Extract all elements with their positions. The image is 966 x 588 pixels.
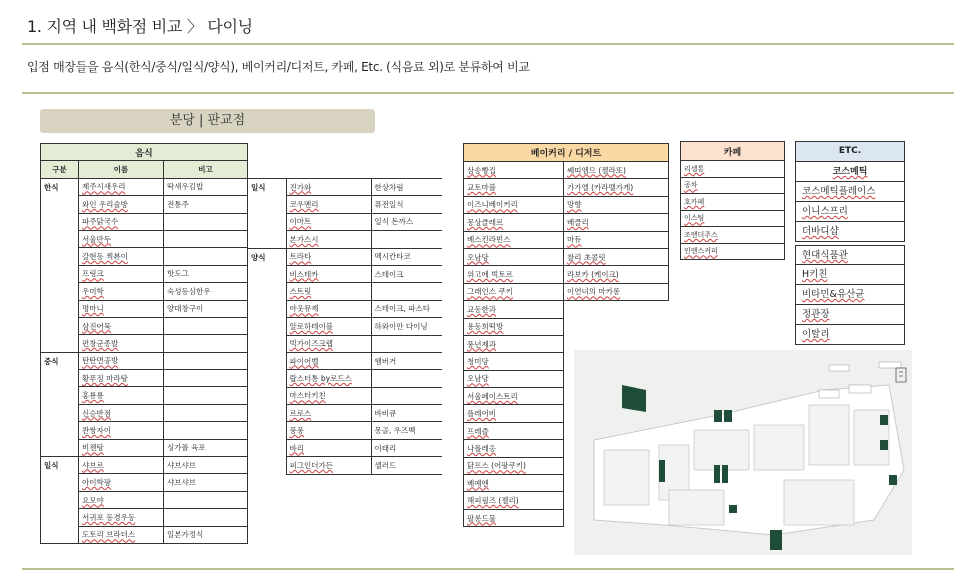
table-row	[464, 214, 669, 231]
table-row	[464, 318, 669, 335]
store-name: 바리	[286, 439, 371, 456]
category-label: 일식	[248, 179, 286, 196]
table-row	[248, 422, 442, 439]
store-name: 삼진어묵	[79, 317, 164, 334]
bakery-store-name: 망향	[564, 196, 669, 213]
table-row	[248, 457, 442, 474]
store-note	[164, 230, 248, 247]
page-subtitle: 입점 매장들을 음식(한식/중식/일식/양식), 베이커리/디저트, 카페, Etc. (식음료 외)로 분류하여 비교	[27, 60, 530, 74]
category-label	[248, 439, 286, 456]
store-note	[164, 352, 248, 369]
table-row	[681, 227, 785, 244]
bakery-store-name: 용동희떡방	[464, 318, 564, 335]
header-category: 구분	[41, 161, 79, 178]
empty-cell	[564, 318, 669, 335]
bakery-store-name: 몽상클레르	[464, 214, 564, 231]
store-note	[164, 335, 248, 352]
bakery-store-name: 이즈니베이커리	[464, 196, 564, 213]
bakery-store-name: 베예엔	[464, 475, 564, 492]
table-row	[248, 283, 442, 300]
table-row	[464, 196, 669, 213]
divider-top	[22, 43, 954, 45]
store-name: 빅가이즈크랩	[286, 335, 371, 352]
bakery-store-name: 프레즐	[464, 422, 564, 439]
header-name: 이름	[79, 161, 164, 178]
store-note	[371, 335, 442, 352]
store-note: 일본가정식	[164, 526, 248, 543]
store-note	[371, 231, 442, 248]
store-name: 제주시새우리	[79, 178, 164, 195]
bakery-store-name: 베클리	[564, 214, 669, 231]
store-name: 요모야	[79, 491, 164, 508]
bakery-store-name: 오남당	[464, 248, 564, 265]
bakery-store-name: 이연녀의 마카롱	[564, 283, 669, 300]
category-label	[248, 300, 286, 317]
cafe-store-name: 이스팀	[681, 210, 785, 227]
table-row	[248, 265, 442, 282]
store-note	[164, 370, 248, 387]
store-name: 우미학	[79, 283, 164, 300]
store-note: 샤브샤브	[164, 474, 248, 491]
table-row	[248, 370, 442, 387]
store-note: 햄버거	[371, 352, 442, 369]
bakery-store-name: 위고에 빅토르	[464, 266, 564, 283]
store-note: 핫도그	[164, 265, 248, 282]
table-row	[248, 352, 442, 369]
table-row	[41, 352, 248, 369]
store-name: 홍룡룡	[79, 387, 164, 404]
table-row	[464, 231, 669, 248]
store-note	[164, 317, 248, 334]
bakery-store-name: 팔롱드물	[464, 509, 564, 526]
cafe-store-name: 인앤스커피	[681, 243, 785, 260]
store-note: 일식 돈까스	[371, 213, 442, 230]
table-row	[248, 318, 442, 335]
store-note: 싱가폴 육포	[164, 439, 248, 456]
cafe-table	[680, 141, 785, 260]
table-row	[248, 387, 442, 404]
store-note	[164, 404, 248, 421]
empty-cell	[564, 301, 669, 318]
store-name: 아이학팡	[79, 474, 164, 491]
divider-middle	[22, 92, 954, 94]
store-name: 신승반점	[79, 404, 164, 421]
store-name: 트라타	[286, 248, 371, 265]
category-label	[248, 265, 286, 282]
table-row	[464, 179, 669, 196]
floor-map	[574, 350, 912, 555]
store-name: 명마니	[79, 300, 164, 317]
table-row	[248, 439, 442, 456]
bakery-store-name: 오남당	[464, 370, 564, 387]
page-title: 1. 지역 내 백화점 비교 〉 다이닝	[27, 17, 253, 36]
floor-map-drawing	[574, 350, 912, 555]
table-row	[681, 243, 785, 260]
store-name: 비스테카	[286, 265, 371, 282]
store-name: 르로스	[286, 405, 371, 422]
category-label	[248, 283, 286, 300]
table-row	[681, 161, 785, 178]
bakery-store-name: 교동한과	[464, 301, 564, 318]
store-note: 멕시칸타코	[371, 248, 442, 265]
store-name: 비젠탕	[79, 439, 164, 456]
cafe-store-name: 리셀통	[681, 161, 785, 178]
store-name: 랍스터통 by로드스	[286, 370, 371, 387]
store-note	[164, 248, 248, 265]
category-label	[248, 213, 286, 230]
store-note: 전통주	[164, 196, 248, 213]
store-note	[371, 283, 442, 300]
store-note	[164, 491, 248, 508]
store-note: 하와이안 다이닝	[371, 318, 442, 335]
table-row	[681, 177, 785, 194]
bakery-store-name: 삼송빵집	[464, 162, 564, 179]
store-note: 딱새우김밥	[164, 178, 248, 195]
store-note	[164, 213, 248, 230]
store-note: 스테이크	[371, 265, 442, 282]
bakery-store-name: 베스킨라빈스	[464, 231, 564, 248]
bakery-store-name: 쎄띠엠므 (젤라또)	[564, 162, 669, 179]
table-row	[248, 248, 442, 265]
bakery-store-name: 청미당	[464, 353, 564, 370]
category-label: 일식	[41, 457, 79, 544]
bakery-store-name: 해피필즈 (젤리)	[464, 492, 564, 509]
cafe-store-name: 호카페	[681, 194, 785, 211]
store-note	[164, 422, 248, 439]
etc-store-name: 코스메틱	[795, 162, 905, 182]
table-row	[464, 283, 669, 300]
table-row	[464, 266, 669, 283]
category-label	[248, 335, 286, 352]
store-note: 한상차림	[371, 179, 442, 196]
store-note: 양대창구이	[164, 300, 248, 317]
store-name: 이마트	[286, 213, 371, 230]
store-name: 탄탄면공방	[79, 352, 164, 369]
food-table	[40, 143, 248, 544]
store-name: 샤브르	[79, 457, 164, 474]
bakery-store-name: 풍년제과	[464, 335, 564, 352]
store-note: 바비큐	[371, 405, 442, 422]
etc-title: ETC.	[795, 141, 905, 162]
store-note: 몽골, 우즈벡	[371, 422, 442, 439]
bakery-store-name: 찰리 초콜릿	[564, 248, 669, 265]
table-row	[464, 301, 669, 318]
cafe-store-name: 공차	[681, 177, 785, 194]
store-name: 코우멘리	[286, 196, 371, 213]
table-row	[681, 194, 785, 211]
bakery-store-name: 그래인스 쿠키	[464, 283, 564, 300]
store-name: 서귀포 등경우동	[79, 509, 164, 526]
category-label	[248, 422, 286, 439]
etc-store-name: H키친	[795, 265, 905, 285]
bakery-store-name: 플레어비	[464, 405, 564, 422]
store-name: 진가와	[286, 179, 371, 196]
cafe-title: 카페	[681, 142, 785, 161]
table-row	[681, 210, 785, 227]
bakery-store-name: 라보카 (케이크)	[564, 266, 669, 283]
bakery-title: 베이커리 / 디저트	[464, 144, 669, 162]
table-row	[248, 213, 442, 230]
store-name: 풍풍	[286, 422, 371, 439]
store-note: 숙성등심한우	[164, 283, 248, 300]
store-name: 도토리 브라더스	[79, 526, 164, 543]
store-name: 피그인더가든	[286, 457, 371, 474]
table-row	[464, 162, 669, 179]
table-row	[248, 196, 442, 213]
etc-list	[795, 162, 905, 345]
store-name: 콴쌍자이	[79, 422, 164, 439]
table-row	[464, 248, 669, 265]
category-label	[248, 370, 286, 387]
store-note: 샐러드	[371, 457, 442, 474]
store-name: 파이어벨	[286, 352, 371, 369]
category-label: 중식	[41, 352, 79, 456]
store-note: 스테이크, 파스타	[371, 300, 442, 317]
category-label: 한식	[41, 178, 79, 352]
divider-bottom	[22, 568, 954, 570]
bakery-store-name: 가가엘 (카라멜가게)	[564, 179, 669, 196]
category-label: 양식	[248, 248, 286, 265]
etc-store-name: 이니스프리	[795, 202, 905, 222]
etc-store-name: 정관장	[795, 305, 905, 325]
etc-store-name: 코스메틱플레이스	[795, 182, 905, 202]
bakery-store-name: 마듀	[564, 231, 669, 248]
store-name: 와인 우리술방	[79, 196, 164, 213]
store-name: 프링크	[79, 265, 164, 282]
header-note: 비고	[164, 161, 248, 178]
category-label	[248, 387, 286, 404]
store-note	[371, 387, 442, 404]
table-row	[248, 300, 442, 317]
etc-store-name: 현대식품관	[795, 245, 905, 265]
store-name: 본가스시	[286, 231, 371, 248]
category-label	[248, 352, 286, 369]
store-note: 샤브샤브	[164, 457, 248, 474]
etc-store-name: 더바디샵	[795, 222, 905, 242]
category-label	[248, 318, 286, 335]
bakery-store-name: 교토마블	[464, 179, 564, 196]
table-row	[248, 231, 442, 248]
store-note	[164, 387, 248, 404]
bakery-store-name: 닭프스 (어팡쿠키)	[464, 457, 564, 474]
store-name: 편창군종발	[79, 335, 164, 352]
etc-store-name: 비타민&유산균	[795, 285, 905, 305]
bakery-store-name: 서울페이스트리	[464, 388, 564, 405]
store-name: 마스터키친	[286, 387, 371, 404]
category-label	[248, 405, 286, 422]
branch-label: 분당 | 판교점	[40, 109, 375, 133]
food-table-right	[248, 178, 442, 475]
table-row	[248, 335, 442, 352]
store-name: 갈현동 찍뷰이	[79, 248, 164, 265]
category-label	[248, 196, 286, 213]
store-name: 황푸징 마라탕	[79, 370, 164, 387]
store-note: 퓨전일식	[371, 196, 442, 213]
table-row	[41, 178, 248, 195]
store-name: 파주닭국수	[79, 213, 164, 230]
store-note	[164, 509, 248, 526]
store-name: 알로하테이블	[286, 318, 371, 335]
food-title: 음식	[41, 144, 248, 161]
store-name: 아웃뮤제	[286, 300, 371, 317]
table-row	[248, 179, 442, 196]
store-name: 스트릿	[286, 283, 371, 300]
etc-store-name: 이탈리	[795, 325, 905, 345]
store-note	[371, 370, 442, 387]
category-label	[248, 457, 286, 474]
table-row	[41, 457, 248, 474]
bakery-store-name: 나폴레옹	[464, 440, 564, 457]
store-note: 이태리	[371, 439, 442, 456]
cafe-store-name: 조앤더주스	[681, 227, 785, 244]
category-label	[248, 231, 286, 248]
table-row	[248, 405, 442, 422]
store-name: 서울만두	[79, 230, 164, 247]
